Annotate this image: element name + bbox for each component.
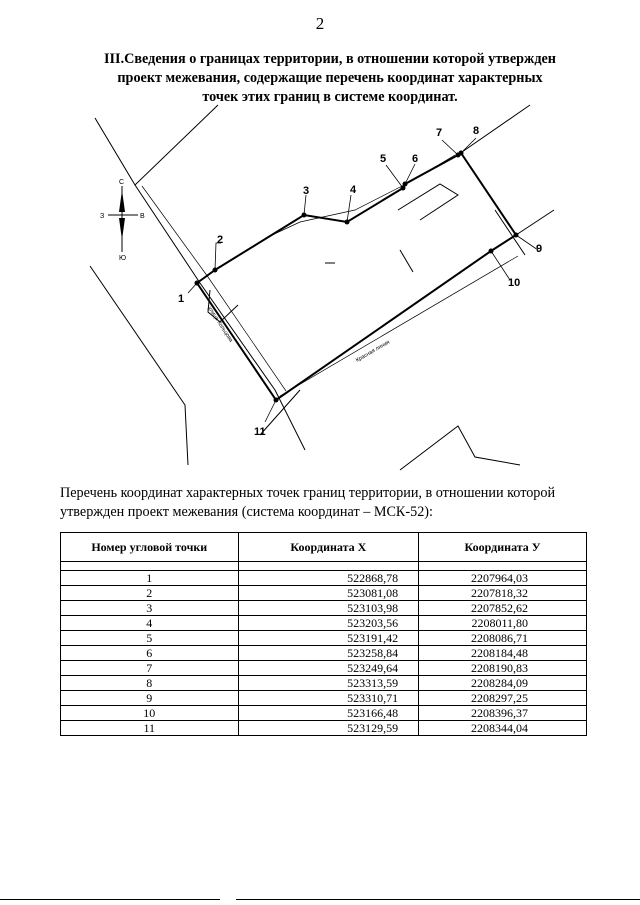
compass-rose bbox=[100, 179, 145, 262]
cell-y: 2208184,48 bbox=[419, 646, 587, 661]
compass-north-label: С bbox=[119, 179, 125, 186]
cell-x: 523258,84 bbox=[238, 646, 419, 661]
table-row bbox=[61, 586, 587, 601]
cell-x: 523103,98 bbox=[238, 601, 419, 616]
boundary-vertices bbox=[195, 151, 519, 403]
cell-point: 11 bbox=[61, 721, 239, 736]
page-number: 2 bbox=[315, 14, 325, 33]
context-lines bbox=[90, 105, 554, 470]
caption-line-2: утвержден проект межевания (система координат – МСК-52): bbox=[60, 504, 433, 520]
leader-4 bbox=[347, 195, 351, 222]
point-label-6: 6 bbox=[412, 153, 419, 165]
cell-point: 9 bbox=[61, 691, 239, 706]
building-outline-2 bbox=[398, 184, 458, 220]
red-line-inner bbox=[280, 256, 521, 396]
point-label-1: 1 bbox=[178, 293, 185, 305]
bottom-rule-left bbox=[0, 899, 220, 900]
table-row bbox=[61, 661, 587, 676]
compass-west-label: З bbox=[100, 213, 105, 220]
table-row bbox=[61, 601, 587, 616]
street-label-koltsova: улица Кольцова bbox=[206, 305, 234, 344]
leader-7 bbox=[442, 140, 458, 155]
table-row bbox=[61, 706, 587, 721]
point-label-5: 5 bbox=[380, 153, 387, 165]
coordinates-caption bbox=[60, 484, 600, 522]
cell-point: 4 bbox=[61, 616, 239, 631]
point-label-2: 2 bbox=[217, 234, 224, 246]
cell-y: 2207818,32 bbox=[419, 586, 587, 601]
point-label-9: 9 bbox=[536, 243, 543, 255]
cell-point: 8 bbox=[61, 676, 239, 691]
boundary-scheme-drawing bbox=[60, 100, 543, 470]
cell-y: 2207964,03 bbox=[419, 571, 587, 586]
cell-x: 523313,59 bbox=[238, 676, 419, 691]
point-label-10: 10 bbox=[508, 277, 521, 289]
point-label-8: 8 bbox=[473, 125, 480, 137]
compass-south-arrow bbox=[119, 218, 125, 240]
cell-point: 5 bbox=[61, 631, 239, 646]
cell-y: 2208297,25 bbox=[419, 691, 587, 706]
boundary-scheme bbox=[60, 100, 543, 470]
cell-x: 523129,59 bbox=[238, 721, 419, 736]
cell-y: 2208396,37 bbox=[419, 706, 587, 721]
cell-y: 2208011,80 bbox=[419, 616, 587, 631]
cell-point: 3 bbox=[61, 601, 239, 616]
caption-line-1: Перечень координат характерных точек границ территории, в отношении которой bbox=[60, 485, 556, 501]
coordinates-table bbox=[60, 532, 587, 736]
point-label-7: 7 bbox=[436, 127, 443, 139]
table-row bbox=[61, 646, 587, 661]
label-leaders bbox=[188, 138, 538, 422]
cell-x: 522868,78 bbox=[238, 571, 419, 586]
cell-x: 523310,71 bbox=[238, 691, 419, 706]
table-row bbox=[61, 631, 587, 646]
section-heading bbox=[60, 50, 600, 107]
cell-x: 523081,08 bbox=[238, 586, 419, 601]
table-row bbox=[61, 616, 587, 631]
cell-y: 2208344,04 bbox=[419, 721, 587, 736]
heading-line-2: проект межевания, содержащие перечень координат характерных bbox=[117, 70, 543, 86]
compass-north-arrow bbox=[119, 190, 125, 212]
cell-x: 523191,42 bbox=[238, 631, 419, 646]
header-coordinate-y: Координата У bbox=[419, 533, 587, 562]
leader-8 bbox=[461, 138, 476, 153]
cell-point: 7 bbox=[61, 661, 239, 676]
leader-1 bbox=[188, 283, 197, 293]
inner-parallel-line bbox=[270, 155, 455, 236]
cell-x: 523249,64 bbox=[238, 661, 419, 676]
cell-x: 523166,48 bbox=[238, 706, 419, 721]
context-line-south bbox=[400, 426, 520, 470]
point-label-11: 11 bbox=[254, 426, 266, 438]
leader-3 bbox=[304, 195, 306, 215]
header-coordinate-x: Координата X bbox=[238, 533, 419, 562]
cell-point: 10 bbox=[61, 706, 239, 721]
bottom-rule-right bbox=[236, 899, 640, 900]
header-point-number: Номер угловой точки bbox=[61, 533, 239, 562]
table-row bbox=[61, 571, 587, 586]
point-labels bbox=[178, 125, 542, 438]
table-row bbox=[61, 691, 587, 706]
heading-line-1: III.Сведения о границах территории, в отношении которой утвержден bbox=[104, 51, 556, 67]
cell-y: 2208086,71 bbox=[419, 631, 587, 646]
compass-south-label: Ю bbox=[119, 255, 127, 262]
heading-line-3: точек этих границ в системе координат. bbox=[202, 89, 458, 105]
cell-point: 2 bbox=[61, 586, 239, 601]
context-line-northwest bbox=[95, 105, 218, 185]
street-line-inner bbox=[142, 186, 286, 391]
context-line-northeast-2 bbox=[516, 210, 554, 235]
table-header-row bbox=[61, 533, 587, 562]
cell-y: 2207852,62 bbox=[419, 601, 587, 616]
street-label-red-line: Красная линия bbox=[355, 339, 391, 364]
point-label-4: 4 bbox=[350, 184, 357, 196]
compass-east-label: В bbox=[140, 213, 145, 220]
leader-10 bbox=[491, 251, 510, 280]
point-label-3: 3 bbox=[303, 185, 310, 197]
cell-point: 1 bbox=[61, 571, 239, 586]
street-double-lines bbox=[142, 155, 521, 396]
cell-y: 2208284,09 bbox=[419, 676, 587, 691]
inner-mark-line bbox=[400, 250, 413, 272]
table-spacer-row bbox=[61, 562, 587, 571]
context-line-southwest bbox=[90, 266, 188, 465]
leader-5 bbox=[386, 165, 403, 188]
leader-9 bbox=[516, 235, 538, 250]
table-row bbox=[61, 676, 587, 691]
table-row bbox=[61, 721, 587, 736]
cell-point: 6 bbox=[61, 646, 239, 661]
cell-y: 2208190,83 bbox=[419, 661, 587, 676]
cell-x: 523203,56 bbox=[238, 616, 419, 631]
